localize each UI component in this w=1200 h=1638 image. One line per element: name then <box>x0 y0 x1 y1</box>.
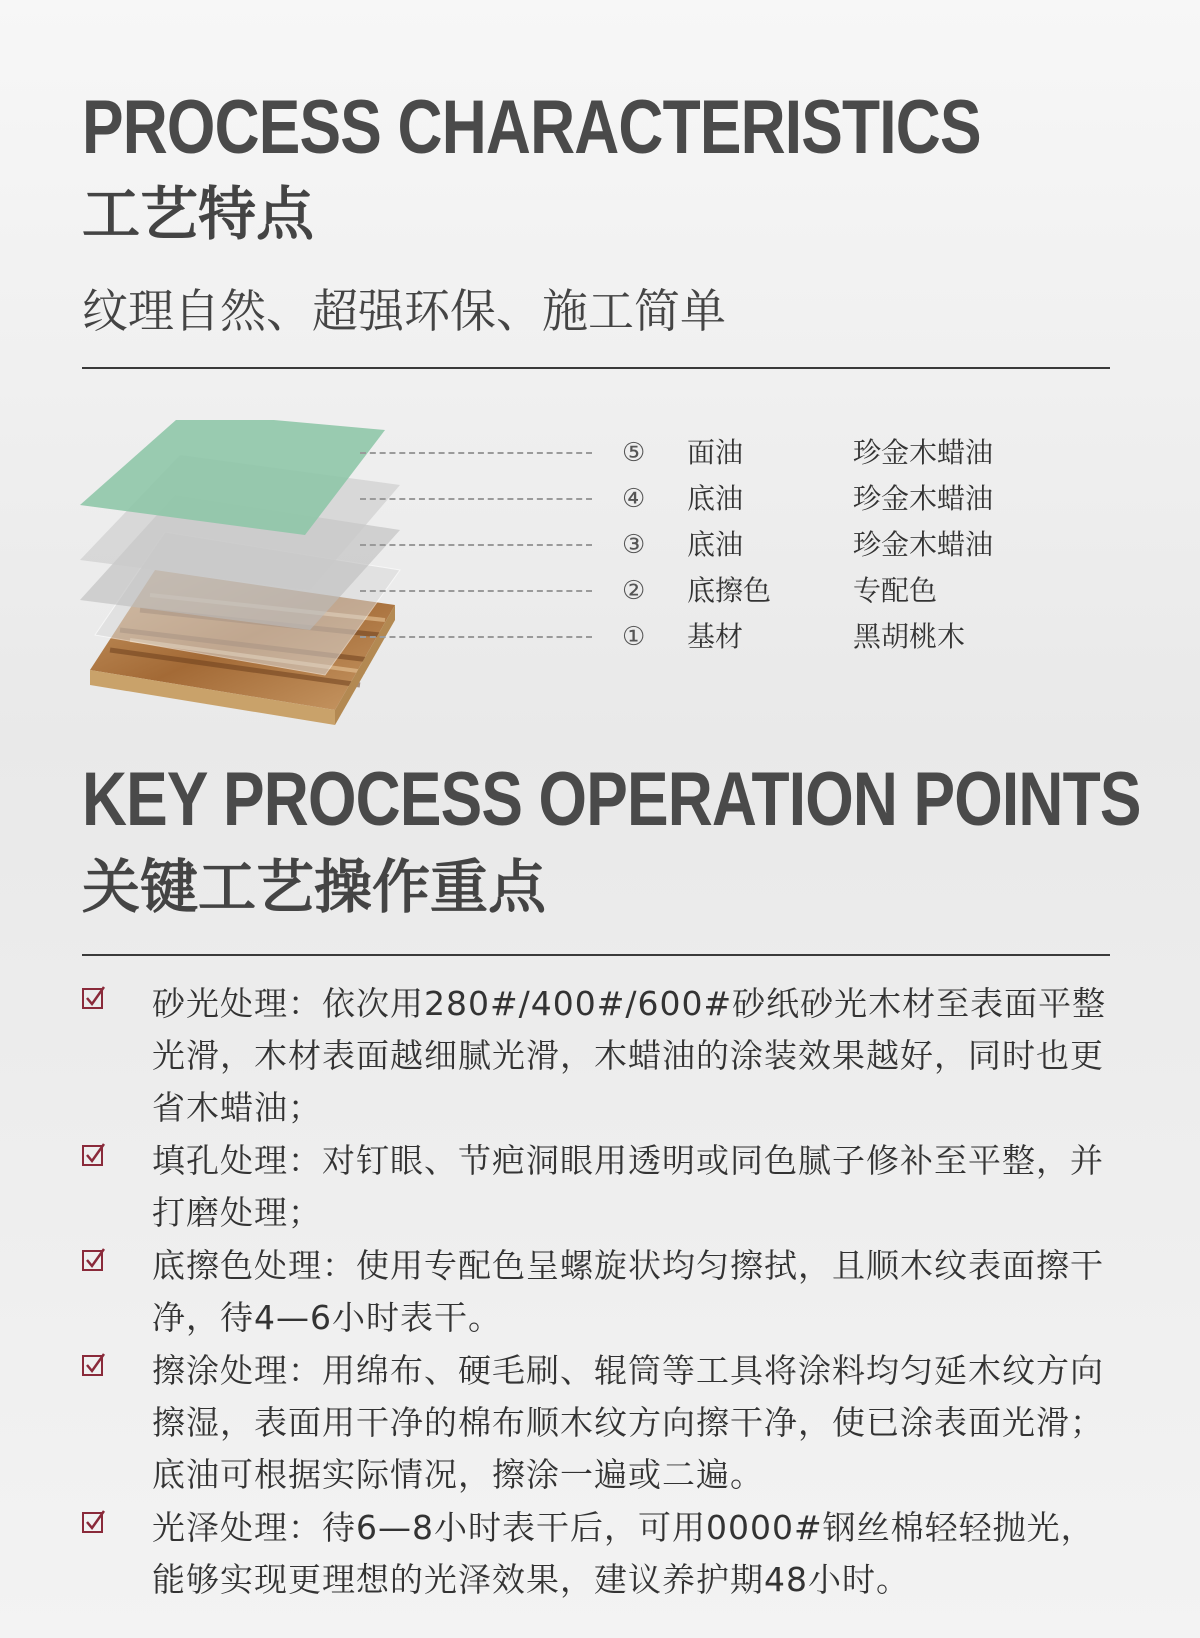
key-process-points-title: KEY PROCESS OPERATION POINTS <box>82 757 1141 842</box>
leader-line <box>360 452 592 454</box>
layer-material: 专配色 <box>853 574 938 607</box>
layer-stack-illustration <box>80 420 410 730</box>
point-text: 底擦色处理：使用专配色呈螺旋状均匀擦拭，且顺木纹表面擦干净，待4—6小时表干。 <box>152 1246 1104 1337</box>
layer-number: ④ <box>622 484 646 514</box>
checkbox-icon <box>82 1510 106 1534</box>
layer-material: 黑胡桃木 <box>853 620 966 653</box>
checkbox-icon <box>82 986 106 1010</box>
layer-material: 珍金木蜡油 <box>853 528 994 561</box>
checkbox-icon <box>82 1143 106 1167</box>
layer-name: 基材 <box>687 620 744 653</box>
layer-name: 底擦色 <box>687 574 772 607</box>
process-characteristics-title: PROCESS CHARACTERISTICS <box>82 85 981 170</box>
point-text: 填孔处理：对钉眼、节疤洞眼用透明或同色腻子修补至平整，并打磨处理； <box>152 1141 1104 1232</box>
leader-line <box>360 636 592 638</box>
checkbox-icon <box>82 1248 106 1272</box>
divider-1 <box>82 367 1110 369</box>
leader-line <box>360 544 592 546</box>
layer-material: 珍金木蜡油 <box>853 482 994 515</box>
layer-name: 底油 <box>687 482 744 515</box>
divider-2 <box>82 954 1110 956</box>
layer-material: 珍金木蜡油 <box>853 436 994 469</box>
checkbox-icon <box>82 1353 106 1377</box>
layer-number: ① <box>622 622 646 652</box>
point-text: 光泽处理：待6—8小时表干后，可用0000#钢丝棉轻轻抛光，能够实现更理想的光泽效果，建议养护期48小时。 <box>152 1508 1095 1599</box>
layer-number: ② <box>622 576 646 606</box>
layer-number: ③ <box>622 530 646 560</box>
layer-number: ⑤ <box>622 438 646 468</box>
layer-name: 底油 <box>687 528 744 561</box>
leader-line <box>360 498 592 500</box>
key-process-points-cn-title: 关键工艺操作重点 <box>82 853 547 921</box>
point-text: 砂光处理：依次用280#/400#/600#砂纸砂光木材至表面平整光滑，木材表面越细腻光滑，木蜡油的涂装效果越好，同时也更省木蜡油； <box>152 984 1107 1127</box>
process-characteristics-cn-title: 工艺特点 <box>82 180 315 248</box>
point-text: 擦涂处理：用绵布、硬毛刷、辊筒等工具将涂料均匀延木纹方向擦湿，表面用干净的棉布顺木纹方向擦干净，使已涂表面光滑；底油可根据实际情况，擦涂一遍或二遍。 <box>152 1351 1104 1494</box>
process-subtitle: 纹理自然、超强环保、施工简单 <box>82 284 726 338</box>
layer-name: 面油 <box>687 436 744 469</box>
leader-line <box>360 590 592 592</box>
